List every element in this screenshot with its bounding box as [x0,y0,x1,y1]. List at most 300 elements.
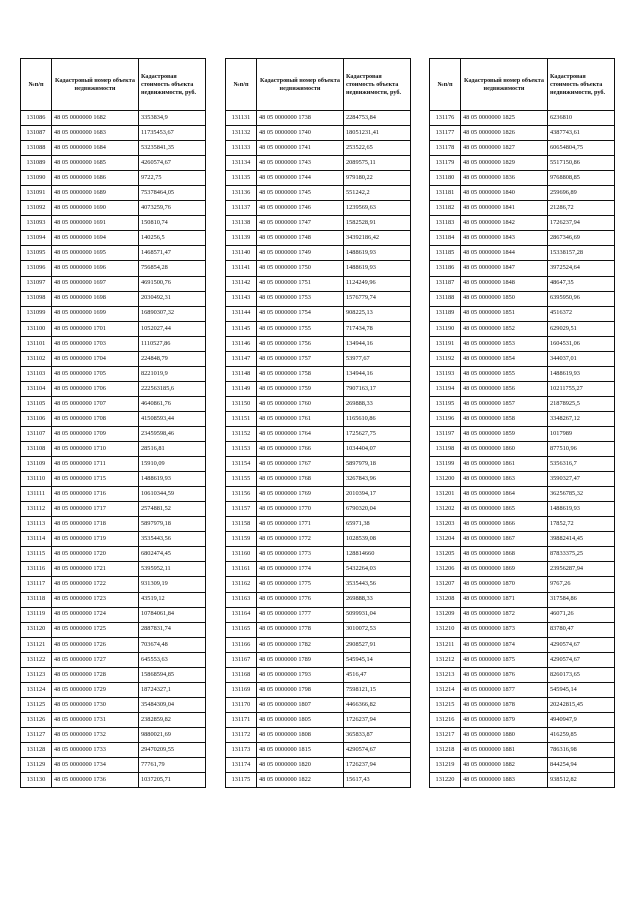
table-row [226,547,411,562]
cell-cadastral-number: 48 05 0000000 1686 [52,171,139,186]
cell-cadastral-value: 83780,47 [548,622,615,637]
cell-cadastral-number: 48 05 0000000 1708 [52,411,139,426]
cell-cadastral-number: 48 05 0000000 1857 [461,396,548,411]
table-row [21,186,206,201]
cell-cadastral-value: 1052027,44 [139,321,206,336]
cell-number: 131138 [226,216,257,231]
cell-number: 131125 [21,697,52,712]
cell-cadastral-value: 75378464,05 [139,186,206,201]
cell-number: 131106 [21,411,52,426]
cell-cadastral-value: 717434,78 [344,321,411,336]
table-row [226,141,411,156]
table-row [226,171,411,186]
cell-cadastral-number: 48 05 0000000 1736 [52,773,139,788]
cell-number: 131196 [430,411,461,426]
cell-number: 131139 [226,231,257,246]
cell-cadastral-value: 150810,74 [139,216,206,231]
cell-number: 131140 [226,246,257,261]
cell-cadastral-number: 48 05 0000000 1697 [52,276,139,291]
table-row [226,366,411,381]
table-row [430,697,615,712]
cell-cadastral-value: 2089575,11 [344,156,411,171]
cell-number: 131156 [226,487,257,502]
cell-cadastral-number: 48 05 0000000 1707 [52,396,139,411]
header-cadastral-value: Кадастровая стоимость объекта недвижимости, руб. [139,59,206,111]
cell-cadastral-value: 7907163,17 [344,381,411,396]
cell-cadastral-value: 10211755,27 [548,381,615,396]
cell-cadastral-number: 48 05 0000000 1709 [52,426,139,441]
cell-cadastral-value: 1124249,96 [344,276,411,291]
cell-cadastral-value: 5099931,04 [344,607,411,622]
cell-cadastral-value: 1582528,91 [344,216,411,231]
cell-number: 131152 [226,426,257,441]
cell-number: 131116 [21,562,52,577]
table-row [226,532,411,547]
cell-cadastral-value: 23956287,94 [548,562,615,577]
cell-cadastral-value: 938512,82 [548,773,615,788]
cell-cadastral-number: 48 05 0000000 1721 [52,562,139,577]
cell-cadastral-number: 48 05 0000000 1870 [461,577,548,592]
table-row [21,216,206,231]
cell-cadastral-number: 48 05 0000000 1696 [52,261,139,276]
cell-number: 131169 [226,682,257,697]
cell-cadastral-value: 344037,01 [548,351,615,366]
cell-cadastral-value: 1488619,93 [548,366,615,381]
cell-cadastral-number: 48 05 0000000 1719 [52,532,139,547]
table-row [430,637,615,652]
cell-number: 131141 [226,261,257,276]
cell-cadastral-value: 23459598,46 [139,426,206,441]
cell-cadastral-number: 48 05 0000000 1703 [52,336,139,351]
cell-cadastral-number: 48 05 0000000 1871 [461,592,548,607]
cell-cadastral-value: 5517150,86 [548,156,615,171]
table-row [430,291,615,306]
table-row [430,336,615,351]
cell-number: 131212 [430,652,461,667]
cell-cadastral-number: 48 05 0000000 1829 [461,156,548,171]
table-row [21,577,206,592]
table-row [430,411,615,426]
cell-number: 131168 [226,667,257,682]
table-row [226,502,411,517]
table-row [226,637,411,652]
cell-cadastral-value: 1034404,07 [344,442,411,457]
cell-cadastral-number: 48 05 0000000 1867 [461,532,548,547]
cell-number: 131187 [430,276,461,291]
cell-number: 131201 [430,487,461,502]
cell-number: 131130 [21,773,52,788]
cell-cadastral-value: 9768808,85 [548,171,615,186]
table-row [21,758,206,773]
cell-cadastral-number: 48 05 0000000 1720 [52,547,139,562]
cell-number: 131199 [430,457,461,472]
cell-cadastral-value: 4290574,67 [548,652,615,667]
cell-cadastral-number: 48 05 0000000 1748 [257,231,344,246]
cell-cadastral-value: 41508593,44 [139,411,206,426]
table-row [226,622,411,637]
cell-cadastral-value: 53235841,35 [139,141,206,156]
table-row [226,577,411,592]
cell-cadastral-number: 48 05 0000000 1711 [52,457,139,472]
cell-cadastral-number: 48 05 0000000 1754 [257,306,344,321]
cell-number: 131215 [430,697,461,712]
cell-number: 131182 [430,201,461,216]
table-row [430,773,615,788]
cell-cadastral-value: 1488619,93 [139,472,206,487]
cell-cadastral-number: 48 05 0000000 1741 [257,141,344,156]
cell-number: 131183 [430,216,461,231]
table-row [430,727,615,742]
cell-number: 131087 [21,126,52,141]
cell-cadastral-number: 48 05 0000000 1877 [461,682,548,697]
table-row [226,306,411,321]
cell-cadastral-number: 48 05 0000000 1695 [52,246,139,261]
cell-number: 131124 [21,682,52,697]
cell-cadastral-number: 48 05 0000000 1751 [257,276,344,291]
cell-cadastral-value: 4640861,76 [139,396,206,411]
table-row [21,276,206,291]
cell-number: 131109 [21,457,52,472]
table-row [21,231,206,246]
table-row [226,336,411,351]
cell-cadastral-number: 48 05 0000000 1843 [461,231,548,246]
table-row [226,111,411,126]
cell-cadastral-number: 48 05 0000000 1740 [257,126,344,141]
table-row [430,502,615,517]
cell-number: 131206 [430,562,461,577]
cell-number: 131113 [21,517,52,532]
table-row [430,141,615,156]
cell-cadastral-value: 3535443,56 [344,577,411,592]
cell-number: 131185 [430,246,461,261]
cell-cadastral-value: 16890307,32 [139,306,206,321]
cell-cadastral-value: 17852,72 [548,517,615,532]
table-row [21,742,206,757]
cell-cadastral-number: 48 05 0000000 1699 [52,306,139,321]
cell-cadastral-value: 6236810 [548,111,615,126]
cell-cadastral-number: 48 05 0000000 1865 [461,502,548,517]
cell-cadastral-number: 48 05 0000000 1755 [257,321,344,336]
cell-cadastral-number: 48 05 0000000 1690 [52,201,139,216]
cell-cadastral-number: 48 05 0000000 1808 [257,727,344,742]
cell-number: 131194 [430,381,461,396]
table-row [430,442,615,457]
cell-number: 131220 [430,773,461,788]
table-row [21,156,206,171]
cell-cadastral-number: 48 05 0000000 1815 [257,742,344,757]
table-row [21,607,206,622]
cell-cadastral-number: 48 05 0000000 1878 [461,697,548,712]
table-row [226,712,411,727]
cell-cadastral-value: 10784061,84 [139,607,206,622]
cell-number: 131108 [21,442,52,457]
table-row [21,426,206,441]
table-row [21,351,206,366]
cell-number: 131163 [226,592,257,607]
table-row [226,276,411,291]
cell-number: 131094 [21,231,52,246]
cell-cadastral-number: 48 05 0000000 1841 [461,201,548,216]
cell-number: 131114 [21,532,52,547]
cell-cadastral-value: 4260574,67 [139,156,206,171]
cell-cadastral-value: 253522,65 [344,141,411,156]
cell-cadastral-number: 48 05 0000000 1770 [257,502,344,517]
cell-cadastral-number: 48 05 0000000 1716 [52,487,139,502]
cell-number: 131179 [430,156,461,171]
cell-number: 131092 [21,201,52,216]
table-row [21,261,206,276]
cell-number: 131190 [430,321,461,336]
cell-cadastral-value: 6802474,45 [139,547,206,562]
table-row [430,261,615,276]
cell-number: 131110 [21,472,52,487]
cell-cadastral-value: 3590327,47 [548,472,615,487]
cell-cadastral-value: 1028539,08 [344,532,411,547]
cell-cadastral-value: 3535443,56 [139,532,206,547]
cell-cadastral-value: 4073259,76 [139,201,206,216]
cell-cadastral-number: 48 05 0000000 1851 [461,306,548,321]
cell-cadastral-number: 48 05 0000000 1864 [461,487,548,502]
cell-cadastral-value: 2030492,31 [139,291,206,306]
cell-number: 131158 [226,517,257,532]
cell-cadastral-number: 48 05 0000000 1836 [461,171,548,186]
table-row [226,442,411,457]
cell-cadastral-number: 48 05 0000000 1882 [461,758,548,773]
cell-cadastral-value: 1488619,93 [548,502,615,517]
cell-number: 131098 [21,291,52,306]
table-row [226,156,411,171]
table-row [21,502,206,517]
header-number: №п/п [430,59,461,111]
cell-cadastral-number: 48 05 0000000 1701 [52,321,139,336]
table-row [226,426,411,441]
cell-cadastral-number: 48 05 0000000 1704 [52,351,139,366]
cell-cadastral-value: 134944,16 [344,336,411,351]
cell-number: 131112 [21,502,52,517]
cell-cadastral-value: 703674,48 [139,637,206,652]
cell-number: 131101 [21,336,52,351]
cell-number: 131137 [226,201,257,216]
table-row [430,351,615,366]
cell-cadastral-value: 21878925,5 [548,396,615,411]
cell-cadastral-number: 48 05 0000000 1881 [461,742,548,757]
cell-cadastral-number: 48 05 0000000 1807 [257,697,344,712]
cell-cadastral-number: 48 05 0000000 1777 [257,607,344,622]
cell-number: 131146 [226,336,257,351]
cell-number: 131208 [430,592,461,607]
table-row [430,547,615,562]
table-row [226,472,411,487]
table-row [226,742,411,757]
cell-cadastral-number: 48 05 0000000 1685 [52,156,139,171]
table-row [430,186,615,201]
cell-cadastral-number: 48 05 0000000 1852 [461,321,548,336]
cell-cadastral-number: 48 05 0000000 1753 [257,291,344,306]
cell-cadastral-number: 48 05 0000000 1875 [461,652,548,667]
table-row [21,306,206,321]
cell-number: 131104 [21,381,52,396]
table-row [21,547,206,562]
table-row [21,141,206,156]
cell-number: 131181 [430,186,461,201]
cell-cadastral-value: 629029,51 [548,321,615,336]
cell-cadastral-number: 48 05 0000000 1793 [257,667,344,682]
table-row [430,532,615,547]
table-row [226,396,411,411]
cell-cadastral-number: 48 05 0000000 1756 [257,336,344,351]
table-row [21,697,206,712]
cell-number: 131195 [430,396,461,411]
table-row [226,246,411,261]
table-row [430,517,615,532]
cell-cadastral-number: 48 05 0000000 1772 [257,532,344,547]
cell-cadastral-value: 6790320,04 [344,502,411,517]
cell-number: 131209 [430,607,461,622]
cell-cadastral-number: 48 05 0000000 1729 [52,682,139,697]
cell-cadastral-number: 48 05 0000000 1820 [257,758,344,773]
cell-cadastral-number: 48 05 0000000 1883 [461,773,548,788]
table-row [430,682,615,697]
table-row [430,201,615,216]
header-cadastral-number: Кадастровый номер объекта недвижимости [257,59,344,111]
cell-number: 131155 [226,472,257,487]
cell-number: 131198 [430,442,461,457]
cell-cadastral-number: 48 05 0000000 1782 [257,637,344,652]
cell-cadastral-value: 18724327,1 [139,682,206,697]
cell-cadastral-value: 3972524,64 [548,261,615,276]
cell-number: 131093 [21,216,52,231]
cell-cadastral-value: 43519,12 [139,592,206,607]
table-row [21,667,206,682]
table-row [21,472,206,487]
table-row [430,276,615,291]
table-row [21,487,206,502]
cell-cadastral-number: 48 05 0000000 1767 [257,457,344,472]
cell-number: 131145 [226,321,257,336]
cell-cadastral-value: 1165610,86 [344,411,411,426]
cell-cadastral-number: 48 05 0000000 1732 [52,727,139,742]
table-row [226,562,411,577]
table-header-row [226,59,411,111]
cell-number: 131200 [430,472,461,487]
cell-number: 131170 [226,697,257,712]
table-row [430,607,615,622]
table-row [21,381,206,396]
cell-number: 131118 [21,592,52,607]
cell-cadastral-number: 48 05 0000000 1734 [52,758,139,773]
cell-cadastral-value: 15868594,85 [139,667,206,682]
header-cadastral-number: Кадастровый номер объекта недвижимости [52,59,139,111]
cell-number: 131219 [430,758,461,773]
cell-cadastral-number: 48 05 0000000 1744 [257,171,344,186]
cell-number: 131090 [21,171,52,186]
cell-cadastral-value: 8260173,65 [548,667,615,682]
cell-cadastral-number: 48 05 0000000 1738 [257,111,344,126]
table-row [430,126,615,141]
table-row [226,126,411,141]
table-row [430,652,615,667]
cell-cadastral-number: 48 05 0000000 1759 [257,381,344,396]
cell-cadastral-value: 18051231,41 [344,126,411,141]
cell-cadastral-number: 48 05 0000000 1876 [461,667,548,682]
cell-number: 131143 [226,291,257,306]
cell-cadastral-number: 48 05 0000000 1866 [461,517,548,532]
cell-cadastral-number: 48 05 0000000 1750 [257,261,344,276]
cell-cadastral-value: 1604531,06 [548,336,615,351]
table-row [430,246,615,261]
cell-number: 131134 [226,156,257,171]
cell-cadastral-number: 48 05 0000000 1768 [257,472,344,487]
table-row [21,532,206,547]
cell-number: 131102 [21,351,52,366]
cell-number: 131142 [226,276,257,291]
cell-cadastral-number: 48 05 0000000 1848 [461,276,548,291]
cell-cadastral-number: 48 05 0000000 1769 [257,487,344,502]
cell-number: 131167 [226,652,257,667]
cell-cadastral-number: 48 05 0000000 1771 [257,517,344,532]
cell-number: 131100 [21,321,52,336]
table-row [226,607,411,622]
cell-cadastral-value: 2574881,52 [139,502,206,517]
cell-number: 131213 [430,667,461,682]
cell-cadastral-value: 128814660 [344,547,411,562]
cell-cadastral-value: 7598121,15 [344,682,411,697]
cell-cadastral-value: 46071,26 [548,607,615,622]
cell-cadastral-value: 87833375,25 [548,547,615,562]
cell-cadastral-number: 48 05 0000000 1840 [461,186,548,201]
cell-cadastral-value: 2887831,74 [139,622,206,637]
cell-cadastral-number: 48 05 0000000 1856 [461,381,548,396]
cell-cadastral-value: 877510,96 [548,442,615,457]
cell-cadastral-value: 5897979,18 [344,457,411,472]
table-row [226,216,411,231]
table-row [226,231,411,246]
table-row [226,652,411,667]
cell-cadastral-number: 48 05 0000000 1726 [52,637,139,652]
table-row [21,336,206,351]
cell-cadastral-value: 545945,14 [344,652,411,667]
cell-cadastral-value: 140256,5 [139,231,206,246]
cell-cadastral-number: 48 05 0000000 1825 [461,111,548,126]
cell-cadastral-value: 1017989 [548,426,615,441]
cell-number: 131202 [430,502,461,517]
cell-cadastral-number: 48 05 0000000 1863 [461,472,548,487]
cell-cadastral-number: 48 05 0000000 1733 [52,742,139,757]
table-row [430,712,615,727]
cell-number: 131115 [21,547,52,562]
header-number: №п/п [21,59,52,111]
cell-number: 131165 [226,622,257,637]
table-row [430,156,615,171]
cell-number: 131121 [21,637,52,652]
cell-number: 131210 [430,622,461,637]
table-row [21,442,206,457]
cell-cadastral-number: 48 05 0000000 1743 [257,156,344,171]
cell-cadastral-number: 48 05 0000000 1778 [257,622,344,637]
cell-cadastral-number: 48 05 0000000 1879 [461,712,548,727]
cell-cadastral-number: 48 05 0000000 1723 [52,592,139,607]
cell-cadastral-value: 224848,79 [139,351,206,366]
cell-cadastral-value: 4691500,76 [139,276,206,291]
cell-cadastral-number: 48 05 0000000 1847 [461,261,548,276]
table-row [430,321,615,336]
table-row [226,682,411,697]
cell-cadastral-number: 48 05 0000000 1789 [257,652,344,667]
table-row [21,682,206,697]
cell-cadastral-value: 2867346,69 [548,231,615,246]
cell-number: 131164 [226,607,257,622]
table-row [430,216,615,231]
